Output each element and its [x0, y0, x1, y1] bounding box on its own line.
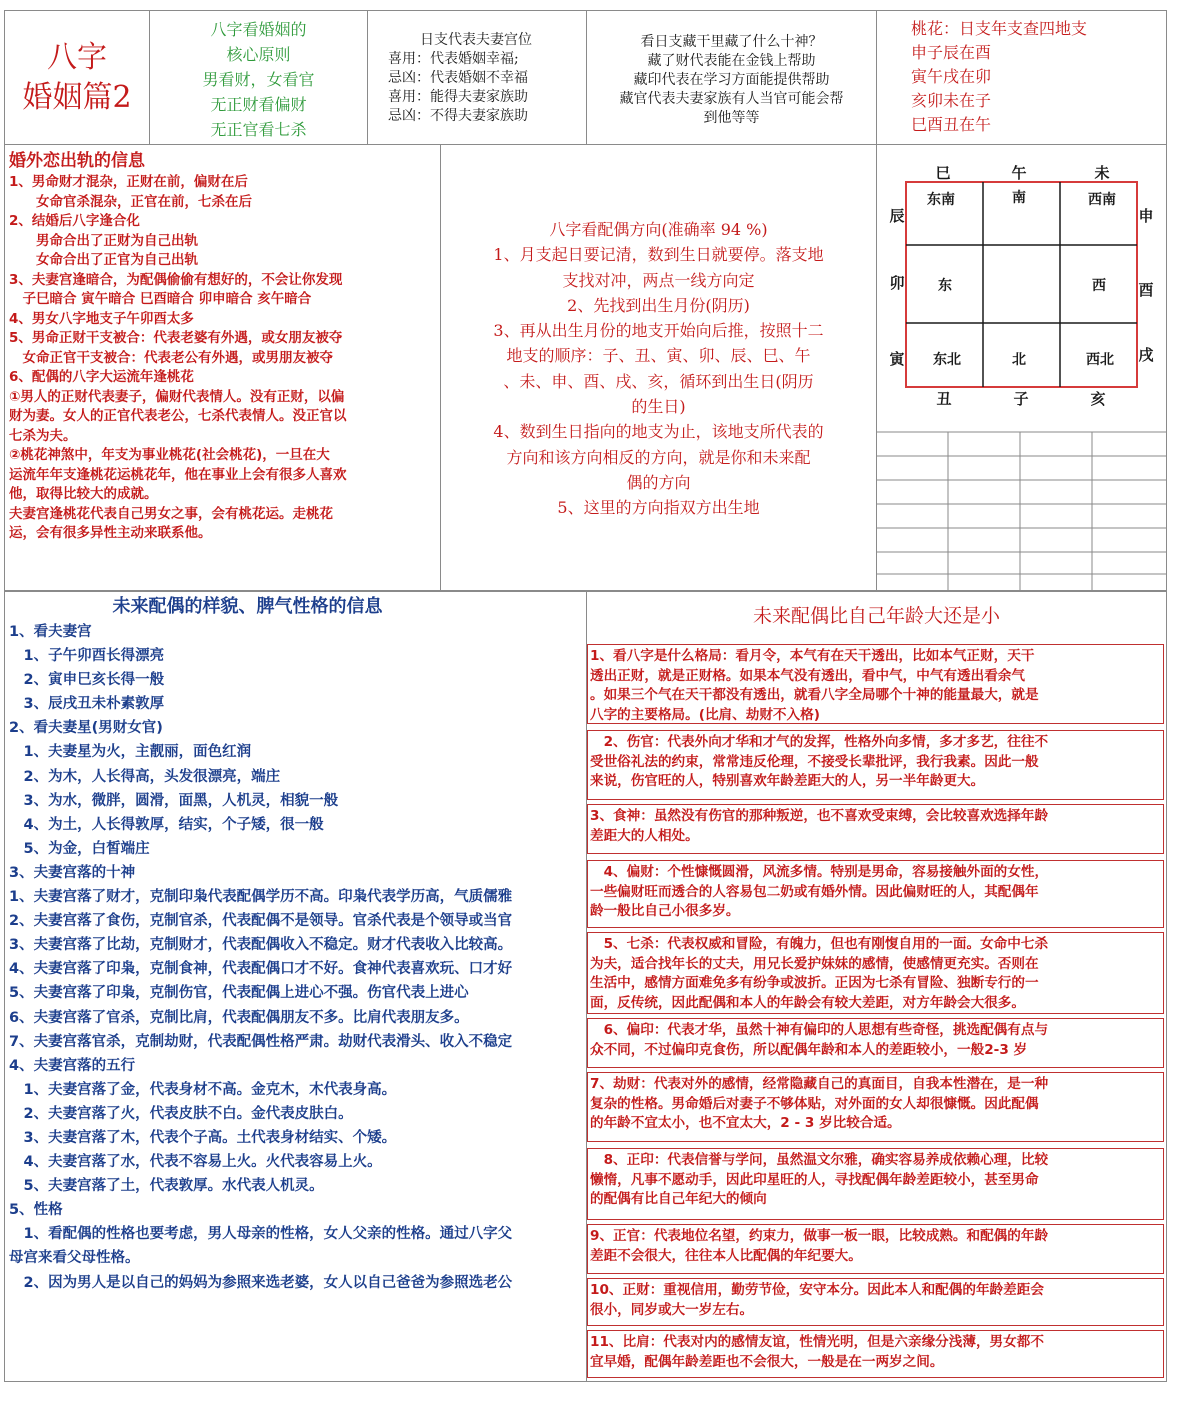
age-line: 1、看八字是什么格局：看月令，本气有在天干透出，比如本气正财，天干 [590, 648, 1035, 664]
branch-top-2: 未 [1094, 164, 1110, 182]
hidden-gods-line: 藏官代表夫妻家族有人当官可能会帮 [619, 91, 844, 107]
age-line: 。如果三个气在天干都没有透出，就看八字全局哪个十神的能量最大，就是 [590, 687, 1039, 703]
day-pillar-head: 日支代表夫妻宫位 [420, 32, 532, 48]
direction-line: 、未、申、酉、戌、亥，循环到出生日(阴历 [503, 371, 814, 391]
day-pillar-line: 喜用：能得夫妻家族助 [388, 89, 528, 105]
age-line: 懒惰，凡事不愿动手，因此印星旺的人，寻找配偶年龄差距较小，甚至男命 [590, 1171, 1039, 1188]
age-line: 透出正财，就是正财格。如果本气没有透出，看中气，中气有透出看余气 [590, 667, 1025, 684]
age-line: 很小，同岁或大一岁左右。 [590, 1301, 754, 1318]
age-line: 6、偏印：代表才华，虽然十神有偏印的人思想有些奇怪，挑选配偶有点与 [590, 1022, 1049, 1038]
age-line: 5、七杀：代表权威和冒险，有魄力，但也有刚愎自用的一面。女命中七杀 [590, 936, 1049, 952]
peach-blossom-cell [876, 10, 1167, 145]
spouse-age-cell [586, 591, 1167, 1382]
compass-cell-5: 西 [1092, 278, 1106, 294]
looks-line: 2、因为男人是以自己的妈妈为参照来选老婆，女人以自己爸爸为参照选老公 [9, 1274, 513, 1291]
affair-line: 女命合出了正官为自己出轨 [9, 252, 198, 268]
affair-info-cell [4, 144, 441, 591]
affair-line: 子巳暗合 寅午暗合 巳酉暗合 卯申暗合 亥午暗合 [9, 291, 312, 307]
looks-line: 5、夫妻宫落了土，代表敦厚。水代表人机灵。 [9, 1178, 324, 1195]
hidden-gods-line: 到他等等 [703, 110, 760, 126]
direction-line: 地支的顺序：子、丑、寅、卯、辰、巳、午 [506, 346, 811, 366]
affair-line: 运流年年支逢桃花运桃花年，他在事业上会有很多人喜欢 [9, 466, 347, 483]
looks-line: 3、辰戌丑未朴素敦厚 [9, 696, 165, 713]
age-item-1 [587, 644, 1164, 724]
age-line: 差距不会很大，往往本人比配偶的年纪要大。 [590, 1247, 862, 1264]
affair-heading: 婚外恋出轨的信息 [9, 151, 145, 171]
affair-line: 女命正官干支被合：代表老公有外遇，或男朋友被夺 [9, 349, 333, 366]
looks-line: 2、为木，人长得高，头发很漂亮，端庄 [9, 768, 281, 785]
affair-line: 6、配偶的八字大运流年逢桃花 [9, 369, 194, 385]
branch-bottom-1: 子 [1013, 390, 1029, 408]
looks-line: 4、为土，人长得敦厚，结实，个子矮，很一般 [9, 816, 324, 833]
day-pillar-line: 忌凶：不得夫妻家族助 [388, 108, 528, 124]
affair-line: 他，取得比较大的成就。 [9, 486, 158, 502]
age-line: 复杂的性格。男命婚后对妻子不够体贴，对外面的女人却很慷慨。因此配偶 [590, 1095, 1039, 1112]
age-line: 3、食神：虽然没有伤官的那种叛逆，也不喜欢受束缚，会比较喜欢选择年龄 [590, 808, 1049, 824]
hidden-gods-cell [586, 10, 877, 145]
age-line: 9、正官：代表地位名望，约束力，做事一板一眼，比较成熟。和配偶的年龄 [590, 1228, 1049, 1244]
hidden-gods-line: 看日支藏干里藏了什么十神？ [640, 34, 823, 50]
looks-line: 1、子午卯酉长得漂亮 [9, 648, 165, 665]
affair-line: 夫妻宫逢桃花代表自己男女之事，会有桃花运。走桃花 [9, 505, 333, 522]
looks-line: 2、夫妻宫落了火，代表皮肤不白。金代表皮肤白。 [9, 1105, 353, 1122]
age-line: 4、偏财：个性慷慨圆滑，风流多情。特别是男命，容易接触外面的女性， [590, 864, 1049, 880]
age-line: 差距大的人相处。 [590, 827, 699, 844]
day-pillar-cell [367, 10, 587, 145]
affair-line: 七杀为夫。 [9, 427, 77, 444]
title-cell [4, 10, 150, 145]
direction-line: 5、这里的方向指双方出生地 [557, 498, 760, 518]
looks-line: 3、为水，微胖，圆滑，面黑，人机灵，相貌一般 [9, 792, 339, 809]
looks-line: 1、夫妻星为火，主靓丽，面色红润 [9, 744, 252, 761]
branch-left-1: 卯 [889, 274, 905, 292]
looks-line: 4、夫妻宫落的五行 [9, 1057, 136, 1074]
compass-cell-6: 东北 [933, 352, 961, 368]
branch-top-0: 巳 [935, 164, 951, 182]
spouse-looks-cell [4, 591, 587, 1382]
page-title-line1: 八字 [47, 39, 107, 75]
age-line: 7、劫财：代表对外的感情，经常隐藏自己的真面目，自我本性潜在，是一种 [590, 1076, 1049, 1092]
age-line: 为夫，适合找年长的丈夫，用兄长爱护妹妹的感情，使感情更充实。否则在 [590, 955, 1039, 972]
looks-line: 4、夫妻宫落了印枭，克制食神，代表配偶口才不好。食神代表喜欢玩、口才好 [9, 961, 513, 978]
direction-line: 支找对冲，两点一线方向定 [562, 270, 755, 290]
age-line: 生活中，感情方面难免多有纷争或波折。正因为七杀有冒险、独断专行的一 [590, 975, 1039, 991]
looks-line: 母宫来看父母性格。 [9, 1250, 140, 1267]
looks-line: 4、夫妻宫落了水，代表不容易上火。火代表容易上火。 [9, 1154, 382, 1171]
looks-line: 2、看夫妻星(男财女官) [9, 720, 163, 737]
core-line: 无正官看七杀 [210, 120, 307, 139]
age-line: 2、伤官：代表外向才华和才气的发挥，性格外向多情，多才多艺，往往不 [590, 734, 1049, 750]
looks-line: 3、夫妻宫落了比劫，克制财才，代表配偶收入不稳定。财才代表收入比较高。 [9, 937, 513, 954]
direction-line: 1、月支起日要记清，数到生日就要停。落支地 [493, 245, 824, 265]
direction-line: 3、再从出生月份的地支开始向后推，按照十二 [493, 321, 824, 341]
age-item-10 [587, 1278, 1164, 1326]
branch-bottom-0: 丑 [936, 390, 952, 408]
looks-line: 3、夫妻宫落的十神 [9, 864, 136, 881]
branch-left-0: 辰 [889, 207, 905, 225]
looks-line: 5、夫妻宫落了印枭，克制伤官，代表配偶上进心不强。伤官代表上进心 [9, 985, 469, 1002]
peach-line: 桃花：日支年支查四地支 [911, 19, 1088, 38]
branch-top-1: 午 [1011, 164, 1027, 182]
compass-cell-0: 东南 [927, 192, 955, 208]
compass-diagram [876, 144, 1167, 591]
compass-cell-3: 东 [938, 278, 952, 294]
affair-line: ②桃花神煞中，年支为事业桃花(社会桃花)，一旦在大 [9, 447, 330, 463]
looks-line: 6、夫妻宫落了官杀，克制比肩，代表配偶朋友不多。比肩代表朋友多。 [9, 1009, 469, 1026]
age-item-9 [587, 1224, 1164, 1274]
direction-line: 4、数到生日指向的地支为止，该地支所代表的 [493, 422, 824, 442]
looks-line: 5、性格 [9, 1202, 63, 1219]
day-pillar-line: 忌凶：代表婚姻不幸福 [388, 70, 528, 86]
age-item-6 [587, 1018, 1164, 1068]
age-item-8 [587, 1148, 1164, 1220]
direction-line: 方向和该方向相反的方向，就是你和未来配 [506, 447, 811, 467]
peach-line: 寅午戌在卯 [911, 67, 992, 86]
direction-line: 的生日) [631, 397, 686, 417]
age-heading: 未来配偶比自己年龄大还是小 [752, 605, 1000, 627]
age-line: 面，反传统，因此配偶和本人的年龄会有较大差距，对方年龄会大很多。 [590, 994, 1025, 1011]
affair-line: 女命官杀混杂，正官在前，七杀在后 [9, 193, 252, 210]
affair-line: 运，会有很多异性主动来联系他。 [9, 525, 212, 541]
direction-line: 偶的方向 [626, 472, 691, 492]
compass-cell [876, 144, 1167, 591]
core-line: 男看财，女看官 [202, 70, 315, 89]
peach-line: 巳酉丑在午 [911, 115, 992, 134]
affair-line: 5、男命正财干支被合：代表老婆有外遇，或女朋友被夺 [9, 330, 343, 346]
affair-line: 3、夫妻宫逢暗合，为配偶偷偷有想好的，不会让你发现 [9, 271, 343, 288]
affair-line: 男命合出了正财为自己出轨 [9, 232, 198, 249]
affair-line: 2、结婚后八字逢合化 [9, 213, 140, 229]
age-line: 一些偏财旺而透合的人容易包二奶或有婚外情。因此偏财旺的人，其配偶年 [590, 883, 1039, 900]
age-line: 8、正印：代表信誉与学问，虽然温文尔雅，确实容易养成依赖心理，比较 [590, 1152, 1049, 1168]
age-item-11 [587, 1330, 1164, 1378]
page-title-line2: 婚姻篇2 [22, 79, 132, 115]
looks-line: 2、夫妻宫落了食伤，克制官杀，代表配偶不是领导。官杀代表是个领导或当官 [9, 913, 513, 930]
peach-line: 亥卯未在子 [911, 91, 992, 110]
age-line: 受世俗礼法的约束，常常违反伦理，不接受长辈批评，我行我素。因此一般 [590, 753, 1039, 770]
age-item-2 [587, 730, 1164, 800]
hidden-gods-line: 藏了财代表能在金钱上帮助 [647, 53, 816, 69]
age-line: 10、正财：重视信用，勤劳节俭，安守本分。因此本人和配偶的年龄差距会 [590, 1282, 1044, 1298]
direction-line: 2、先找到出生月份(阴历) [567, 295, 750, 315]
age-line: 众不同，不过偏印克食伤，所以配偶年龄和本人的差距较小，一般2-3 岁 [590, 1041, 1028, 1058]
looks-line: 2、寅申巳亥长得一般 [9, 672, 165, 689]
branch-bottom-2: 亥 [1090, 390, 1106, 408]
looks-line: 5、为金，白皙端庄 [9, 840, 150, 857]
age-line: 的年龄不宜太小，也不宜太大，2 - 3 岁比较合适。 [590, 1115, 901, 1131]
branch-right-2: 戌 [1138, 346, 1154, 364]
looks-heading: 未来配偶的样貌、脾气性格的信息 [112, 596, 383, 617]
age-line: 龄一般比自己小很多岁。 [590, 903, 740, 919]
age-line: 八字的主要格局。(比肩、劫财不入格) [590, 706, 820, 723]
compass-cell-1: 南 [1012, 190, 1026, 206]
affair-line: 4、男女八字地支子午卯酉太多 [9, 310, 194, 327]
age-item-4 [587, 860, 1164, 928]
looks-line: 1、夫妻宫落了财才，克制印枭代表配偶学历不高。印枭代表学历高，气质儒雅 [9, 889, 513, 906]
core-line: 八字看婚姻的 [210, 20, 307, 39]
age-line: 宜早婚，配偶年龄差距也不会很大，一般是在一两岁之间。 [590, 1353, 944, 1370]
age-item-3 [587, 804, 1164, 854]
affair-line: 1、男命财才混杂，正财在前，偏财在后 [9, 174, 248, 190]
age-line: 来说，伤官旺的人，特别喜欢年龄差距大的人，另一半年龄更大。 [590, 773, 985, 789]
looks-line: 3、夫妻宫落了木，代表个子高。土代表身材结实、个矮。 [9, 1129, 397, 1146]
branch-left-2: 寅 [889, 350, 905, 368]
day-pillar-line: 喜用：代表婚姻幸福; [388, 51, 519, 67]
spouse-direction-cell [440, 144, 877, 591]
peach-line: 申子辰在酉 [911, 43, 992, 62]
looks-line: 7、夫妻宫落官杀，克制劫财，代表配偶性格严肃。劫财代表滑头、收入不稳定 [9, 1033, 513, 1050]
empty-grid-table [877, 432, 1167, 591]
compass-cell-7: 北 [1012, 352, 1026, 368]
looks-line: 1、看配偶的性格也要考虑，男人母亲的性格，女人父亲的性格。通过八字父 [9, 1226, 513, 1243]
age-item-7 [587, 1072, 1164, 1142]
affair-line: ①男人的正财代表妻子，偏财代表情人。没有正财，以偏 [9, 388, 345, 405]
looks-line: 1、夫妻宫落了金，代表身材不高。金克木，木代表身高。 [9, 1081, 397, 1098]
age-line: 11、比肩：代表对内的感情友谊，性情光明，但是六亲缘分浅薄，男女都不 [590, 1334, 1044, 1350]
affair-line: 财为妻。女人的正官代表老公，七杀代表情人。没正官以 [9, 408, 347, 424]
core-line: 核心原则 [226, 45, 291, 64]
looks-line: 1、看夫妻宫 [9, 624, 92, 640]
compass-cell-2: 西南 [1088, 192, 1116, 208]
hidden-gods-line: 藏印代表在学习方面能提供帮助 [633, 72, 830, 88]
branch-right-1: 酉 [1138, 281, 1154, 299]
age-line: 的配偶有比自己年纪大的倾向 [590, 1191, 767, 1207]
compass-cell-8: 西北 [1086, 352, 1114, 368]
branch-right-0: 申 [1138, 207, 1154, 225]
direction-heading: 八字看配偶方向(准确率 94 %) [549, 220, 768, 239]
core-principle-cell [149, 10, 368, 145]
core-line: 无正财看偏财 [210, 95, 307, 114]
age-item-5 [587, 932, 1164, 1014]
